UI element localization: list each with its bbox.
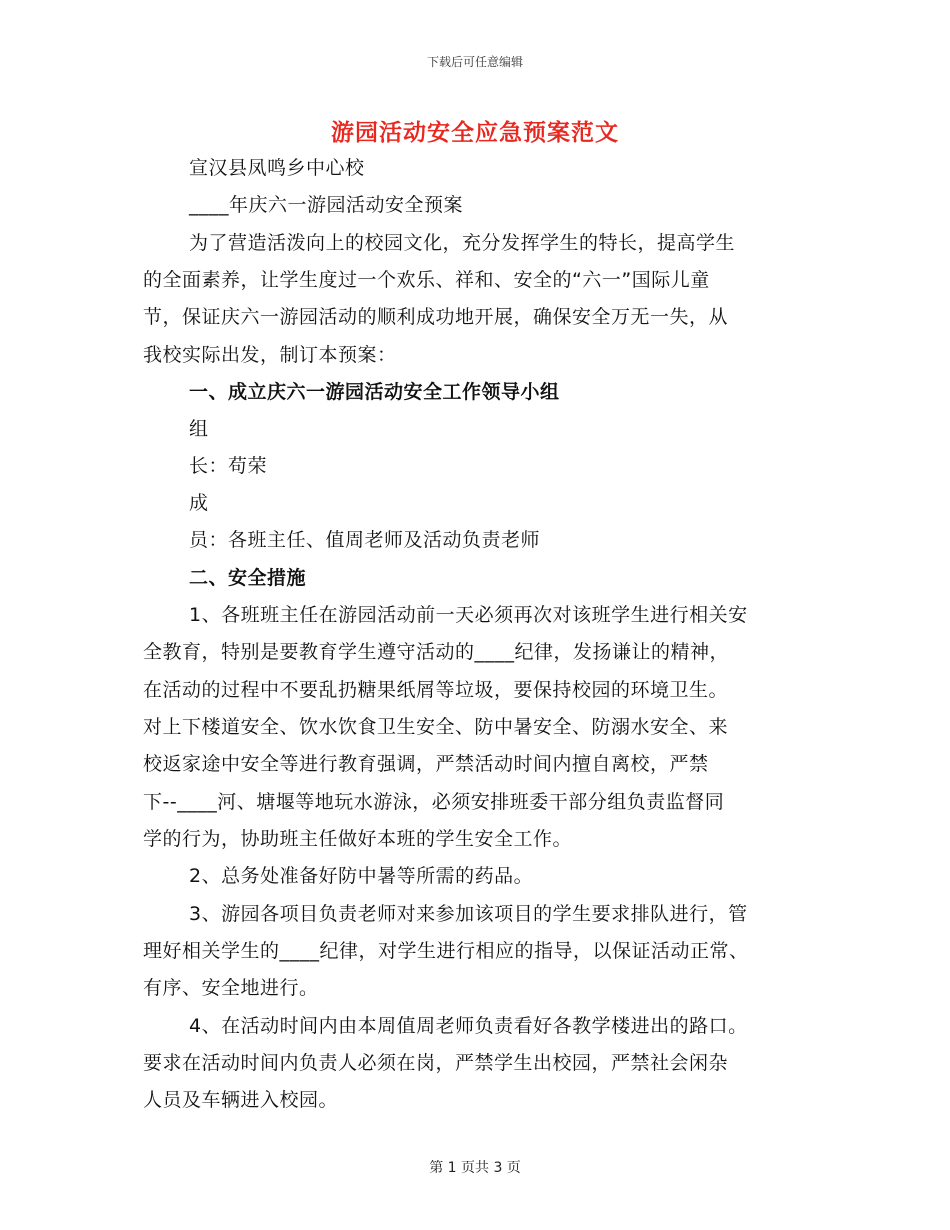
measure-3-line-3: 有序、安全地进行。 bbox=[143, 977, 319, 999]
measure-3-line-1: 3、游园各项目负责老师对来参加该项目的学生要求排队进行，管 bbox=[189, 903, 748, 925]
intro-line-3: 节，保证庆六一游园活动的顺利成功地开展，确保安全万无一失，从 bbox=[143, 306, 729, 328]
measure-1-line-1: 1、各班班主任在游园活动前一天必须再次对该班学生进行相关安 bbox=[189, 604, 748, 626]
measure-4-line-2: 要求在活动时间内负责人必须在岗，严禁学生出校园，严禁社会闲杂 bbox=[143, 1052, 729, 1074]
measure-4-line-3: 人员及车辆进入校园。 bbox=[143, 1089, 339, 1111]
measure-2: 2、总务处准备好防中暑等所需的药品。 bbox=[189, 865, 534, 887]
measure-1-line-3: 在活动的过程中不要乱扔糖果纸屑等垃圾，要保持校园的环境卫生。 bbox=[143, 679, 729, 701]
measure-1-line-4: 对上下楼道安全、饮水饮食卫生安全、防中暑安全、防溺水安全、来 bbox=[143, 716, 729, 738]
leader-line: 长：苟荣 bbox=[189, 455, 268, 477]
intro-line-1: 为了营造活泼向上的校园文化，充分发挥学生的特长，提高学生 bbox=[189, 232, 736, 254]
leader-label-part1: 组 bbox=[189, 418, 209, 440]
measure-1-line-6: 下--____河、塘堰等地玩水游泳，必须安排班委干部分组负责监督同 bbox=[143, 791, 725, 813]
measure-3-line-2: 理好相关学生的____纪律，对学生进行相应的指导，以保证活动正常、 bbox=[143, 940, 749, 962]
intro-line-4: 我校实际出发，制订本预案： bbox=[143, 344, 397, 366]
member-line: 员：各班主任、值周老师及活动负责老师 bbox=[189, 529, 541, 551]
plan-subtitle: ____年庆六一游园活动安全预案 bbox=[189, 194, 464, 216]
measure-1-line-7: 学的行为，协助班主任做好本班的学生安全工作。 bbox=[143, 828, 573, 850]
section-heading-2: 二、安全措施 bbox=[189, 567, 307, 589]
document-title: 游园活动安全应急预案范文 bbox=[331, 120, 619, 146]
section-heading-1: 一、成立庆六一游园活动安全工作领导小组 bbox=[189, 381, 560, 403]
measure-4-line-1: 4、在活动时间内由本周值周老师负责看好各教学楼进出的路口。 bbox=[189, 1015, 748, 1037]
intro-line-2: 的全面素养，让学生度过一个欢乐、祥和、安全的“六一”国际儿童 bbox=[143, 269, 710, 291]
measure-1-line-5: 校返家途中安全等进行教育强调，严禁活动时间内擅自离校，严禁 bbox=[143, 753, 709, 775]
header-note: 下载后可任意编辑 bbox=[426, 55, 523, 69]
page-footer: 第 1 页共 3 页 bbox=[429, 1160, 521, 1176]
member-label-part1: 成 bbox=[189, 492, 209, 514]
school-name: 宣汉县凤鸣乡中心校 bbox=[189, 157, 365, 179]
measure-1-line-2: 全教育，特别是要教育学生遵守活动的____纪律，发扬谦让的精神， bbox=[143, 641, 730, 663]
